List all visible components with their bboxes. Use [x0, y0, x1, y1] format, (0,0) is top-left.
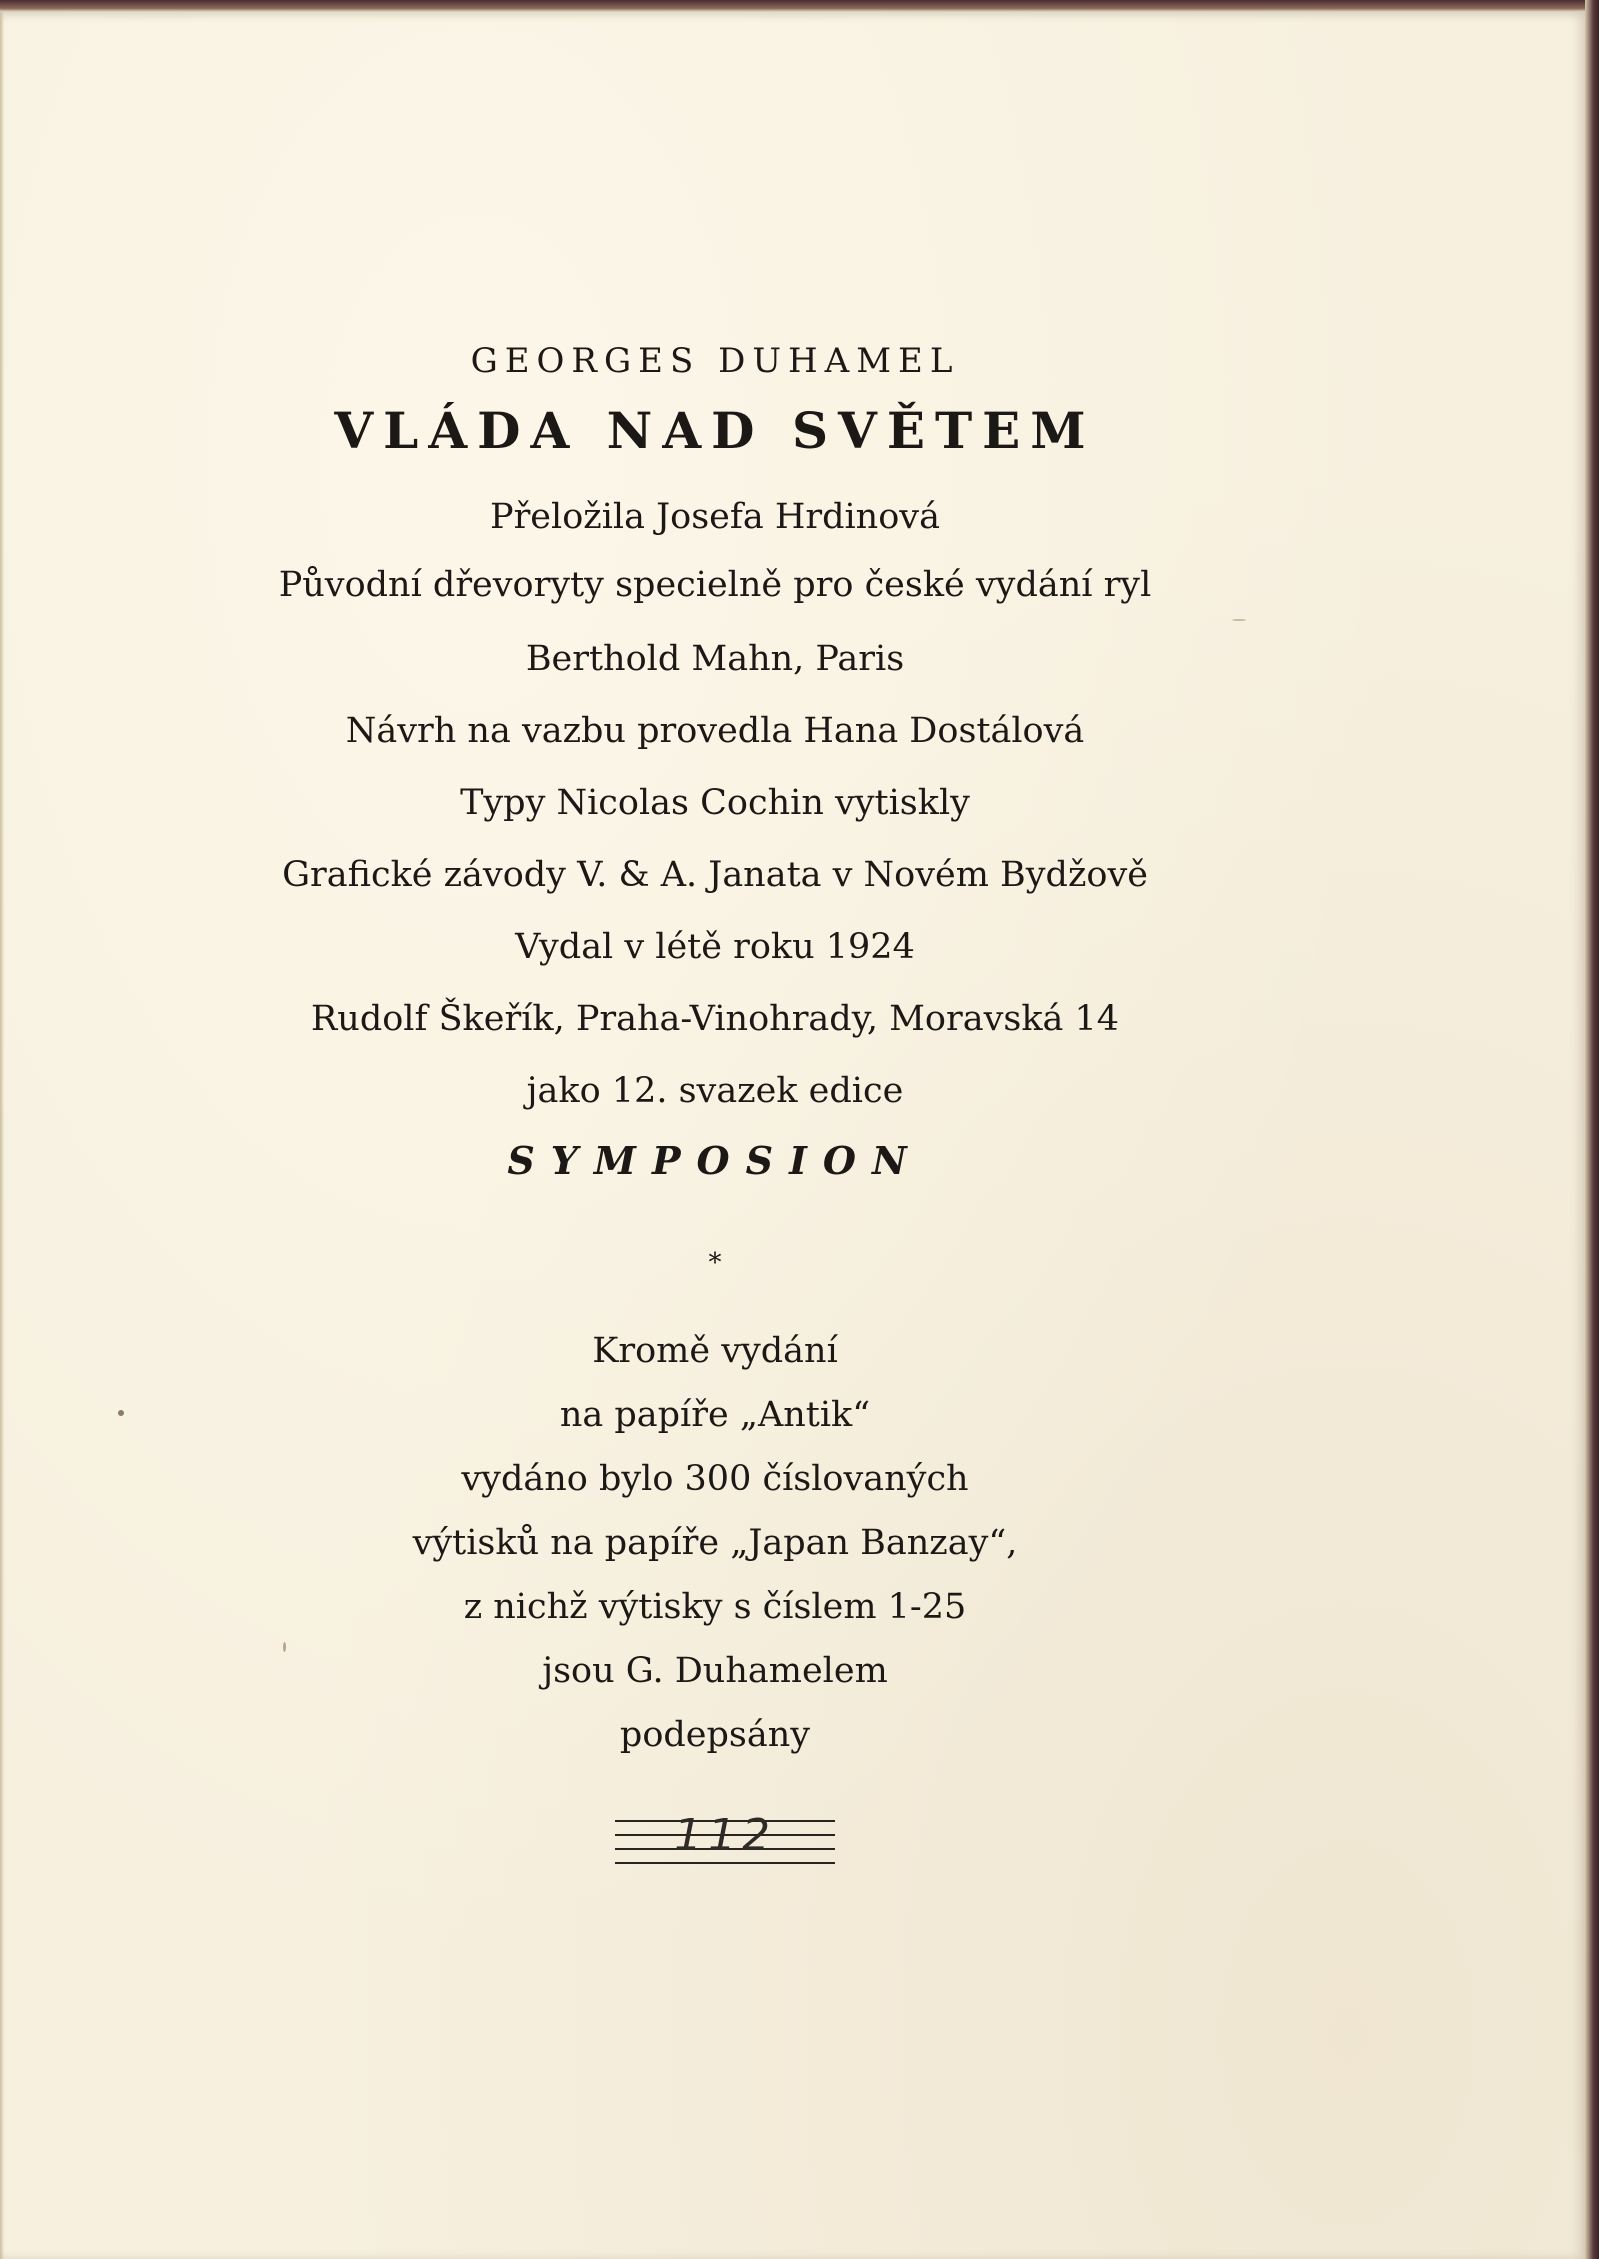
edition-note-line: jsou G. Duhamelem — [542, 1651, 888, 1691]
paper-speck — [118, 1410, 124, 1416]
page-top-edge — [0, 0, 1599, 12]
copy-number-field — [615, 1812, 835, 1872]
illustrator-line: Berthold Mahn, Paris — [525, 639, 905, 679]
edition-note-line: výtisků na papíře „Japan Banzay“, — [412, 1523, 1018, 1563]
binding-design-line: Návrh na vazbu provedla Hana Dostálová — [345, 711, 1085, 751]
rule-line — [615, 1862, 835, 1864]
page-left-edge — [0, 12, 4, 2259]
translator-line: Přeložila Josefa Hrdinová — [490, 497, 940, 537]
printer-line: Grafické závody V. & A. Janata v Novém Bydžově — [282, 855, 1148, 895]
edition-note-line: Kromě vydání — [592, 1331, 838, 1371]
page-right-edge — [1585, 0, 1599, 2259]
edition-note-line: z nichž výtisky s číslem 1-25 — [463, 1587, 967, 1627]
publication-date-line: Vydal v létě roku 1924 — [515, 927, 915, 967]
edition-note-line: podepsány — [619, 1715, 811, 1755]
publisher-line: Rudolf Škeřík, Praha-Vinohrady, Moravská 14 — [310, 999, 1120, 1039]
edition-note-line: na papíře „Antik“ — [559, 1395, 871, 1435]
series-name: SYMPOSION — [507, 1138, 923, 1183]
woodcuts-line: Původní dřevoryty specielně pro české vydání ryl — [278, 565, 1152, 605]
typeface-line: Typy Nicolas Cochin vytiskly — [460, 783, 970, 823]
book-page — [0, 12, 1585, 2259]
edition-note-line: vydáno bylo 300 číslovaných — [461, 1459, 969, 1499]
book-title: VLÁDA NAD SVĚTEM — [334, 401, 1096, 460]
paper-speck — [283, 1642, 286, 1652]
author-name: GEORGES DUHAMEL — [470, 341, 960, 381]
paper-speck — [1232, 619, 1246, 621]
section-separator: * — [708, 1248, 722, 1278]
series-volume-line: jako 12. svazek edice — [526, 1071, 904, 1111]
handwritten-copy-number: 112 — [674, 1810, 776, 1861]
